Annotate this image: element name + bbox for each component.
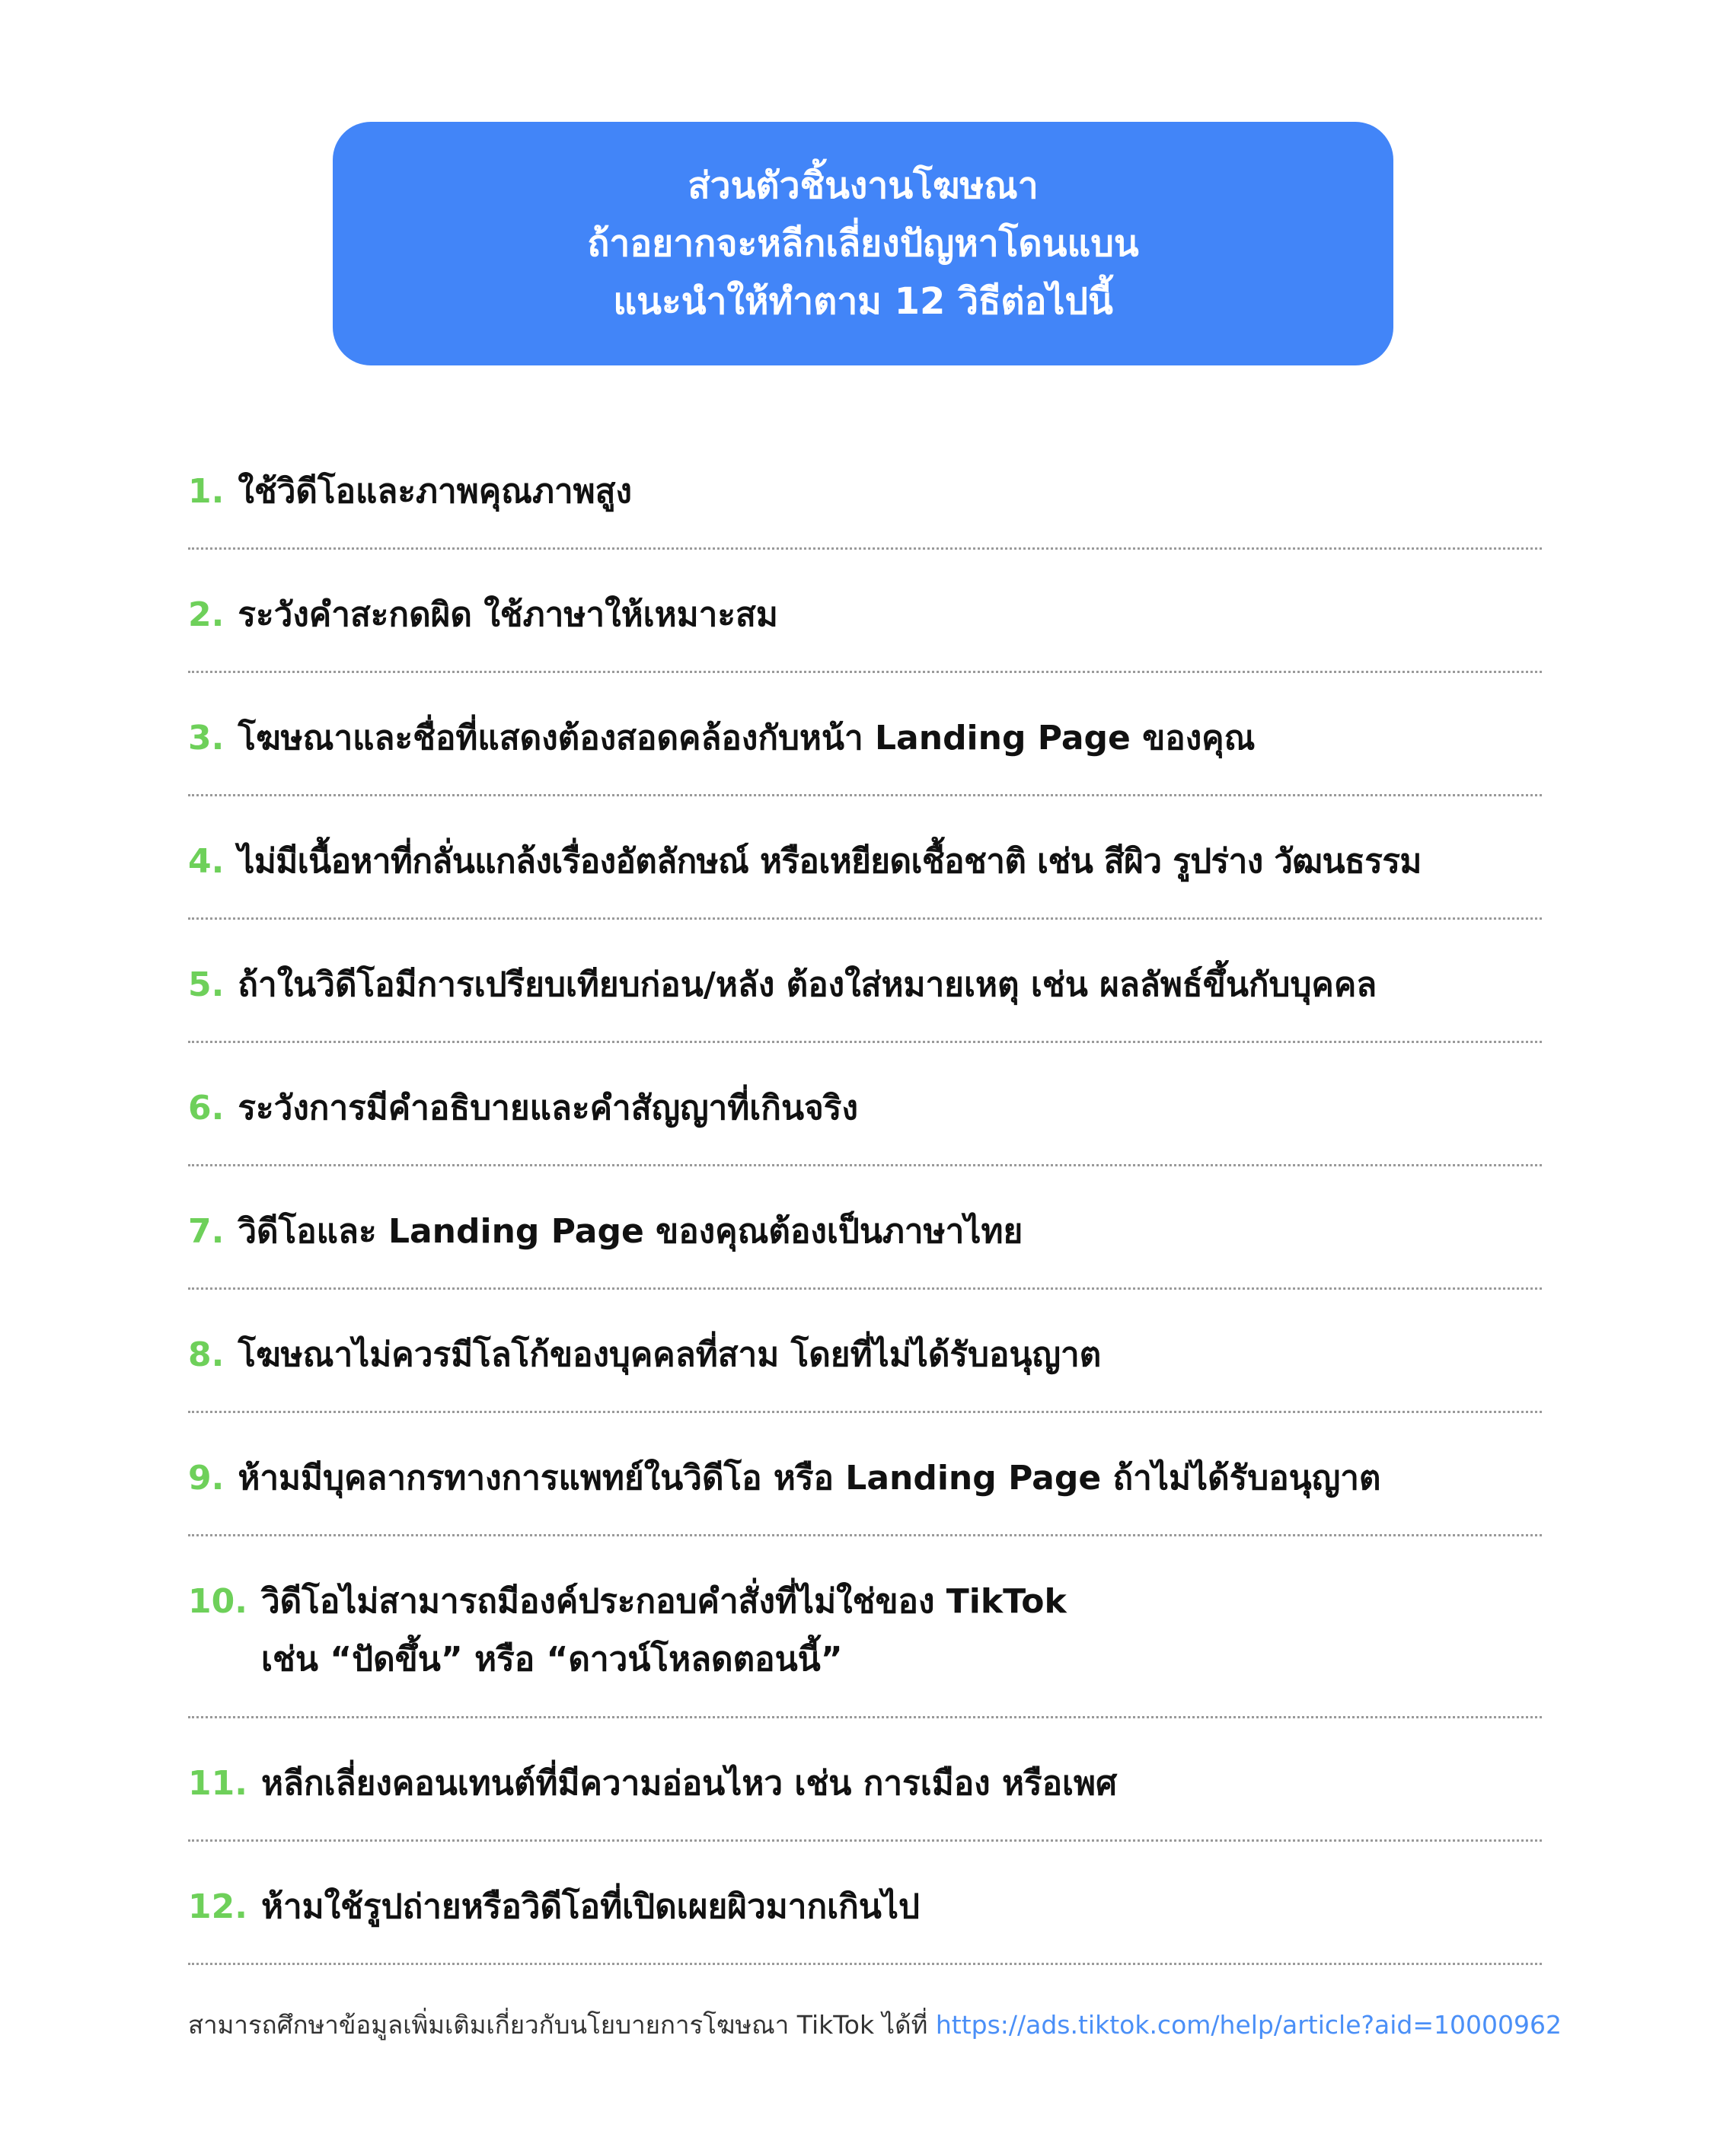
list-item [188,1413,1542,1536]
item-text: โฆษณาไม่ควรมีโลโก้ของบุคคลที่สาม โดยที่ไม่ได้รับอนุญาต [238,1335,1102,1374]
list-item [188,550,1542,673]
item-text: ระวังคำสะกดผิด ใช้ภาษาให้เหมาะสม [238,595,778,634]
list-item [188,1842,1542,1965]
item-text: ถ้าในวิดีโอมีการเปรียบเทียบก่อน/หลัง ต้องใส่หมายเหตุ เช่น ผลลัพธ์ขึ้นกับบุคคล [238,965,1377,1004]
item-number: 2. [188,595,225,634]
item-number: 12. [188,1887,247,1926]
list-item [188,1043,1542,1166]
footer-note [188,2006,1562,2044]
header-title-line-2: ถ้าอยากจะหลีกเลี่ยงปัญหาโดนแบน [587,222,1139,265]
item-number: 9. [188,1459,225,1498]
item-number: 11. [188,1764,247,1803]
item-text: หลีกเลี่ยงคอนเทนต์ที่มีความอ่อนไหว เช่น การเมือง หรือเพศ [260,1764,1117,1803]
item-text: ห้ามใช้รูปถ่ายหรือวิดีโอที่เปิดเผยผิวมากเกินไป [260,1887,920,1926]
item-text: วิดีโอไม่สามารถมีองค์ประกอบคำสั่งที่ไม่ใช่ของ TikTok [260,1582,1067,1621]
footer-text: สามารถศึกษาข้อมูลเพิ่มเติมเกี่ยวกับนโยบายการโฆษณา TikTok ได้ที่ [188,2010,928,2040]
header-title-line-1: ส่วนตัวชิ้นงานโฆษณา [688,164,1039,207]
item-text: ไม่มีเนื้อหาที่กลั่นแกล้งเรื่องอัตลักษณ์ หรือเหยียดเชื้อชาติ เช่น สีผิว รูปร่าง วัฒนธรรม [238,842,1422,881]
item-text: โฆษณาและชื่อที่แสดงต้องสอดคล้องกับหน้า Landing Page ของคุณ [238,719,1256,758]
header-title-line-3: แนะนำให้ทำตาม 12 วิธีต่อไปนี้ [613,280,1113,323]
item-text: ระวังการมีคำอธิบายและคำสัญญาที่เกินจริง [238,1089,858,1128]
item-text: ใช้วิดีโอและภาพคุณภาพสูง [238,472,633,511]
list-item [188,426,1542,550]
policy-link[interactable]: https://ads.tiktok.com/help/article?aid=10000962 [935,2010,1562,2040]
header-banner [333,122,1393,365]
tips-list [188,426,1542,1965]
item-text: วิดีโอและ Landing Page ของคุณต้องเป็นภาษาไทย [238,1212,1023,1251]
item-number: 8. [188,1335,225,1374]
item-number: 3. [188,719,225,758]
item-number: 10. [188,1582,247,1621]
item-text-continued: เช่น “ปัดขึ้น” หรือ “ดาวน์โหลดตอนนี้” [260,1640,843,1679]
item-number: 7. [188,1212,225,1251]
list-item [188,1290,1542,1413]
list-item [188,1718,1542,1842]
item-number: 5. [188,965,225,1004]
item-number: 4. [188,842,225,881]
list-item [188,1166,1542,1290]
item-number: 1. [188,472,225,511]
item-number: 6. [188,1089,225,1128]
list-item [188,1536,1542,1718]
list-item [188,920,1542,1043]
item-text: ห้ามมีบุคลากรทางการแพทย์ในวิดีโอ หรือ Landing Page ถ้าไม่ได้รับอนุญาต [238,1459,1381,1498]
list-item [188,673,1542,796]
list-item [188,796,1542,920]
